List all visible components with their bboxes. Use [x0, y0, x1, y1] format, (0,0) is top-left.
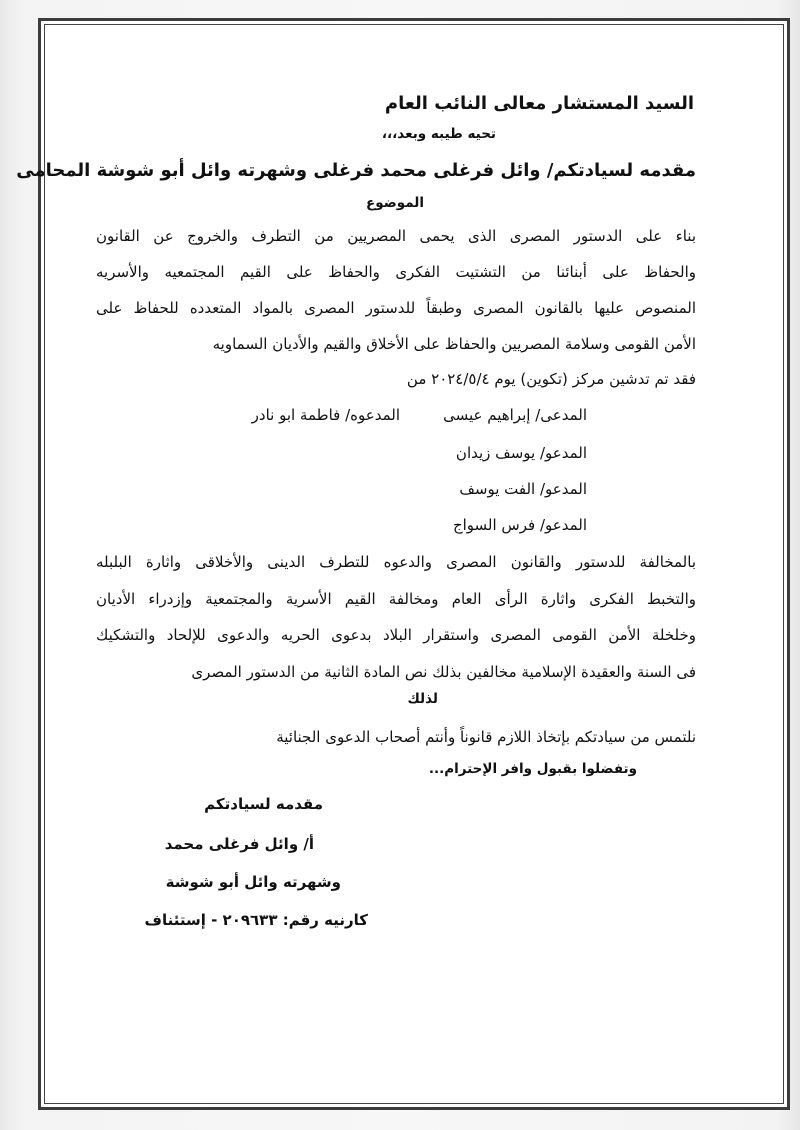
closing-line: وتفضلوا بقبول وافر الإحترام...: [428, 761, 637, 777]
paragraph2-line: فى السنة والعقيدة الإسلامية مخالفين بذلك نص المادة الثانية من الدستور المصرى: [191, 663, 696, 681]
request-line: نلتمس من سيادتكم بإتخاذ اللازم قانوناً وأنتم أصحاب الدعوى الجنائية: [276, 728, 696, 746]
defendant-4: المدعو/ الفت يوسف: [459, 480, 587, 498]
paragraph2-line: بالمخالفة للدستور والقانون المصرى والدعوه للتطرف الدينى والأخلاقى واثارة البلبله: [96, 553, 696, 571]
paragraph1-line: المنصوص عليها بالقانون المصرى وطبقاً للدستور المصرى بالمواد المتعدده للحفاظ على: [96, 299, 696, 317]
defendant-5: المدعو/ فرس السواج: [452, 516, 587, 534]
defendant-3: المدعو/ يوسف زيدان: [455, 444, 587, 462]
paragraph1-line: بناء على الدستور المصرى الذى يحمى المصريين من التطرف والخروج عن القانون: [96, 227, 696, 245]
signature-name: أ/ وائل فرغلى محمد: [164, 835, 314, 853]
therefore-label: لذلك: [407, 691, 438, 707]
subject-label: الموضوع: [366, 195, 424, 211]
defendant-1: المدعى/ إبراهيم عيسى: [443, 406, 587, 424]
signature-known-as: وشهرته وائل أبو شوشة: [165, 873, 341, 891]
submitted-by: مقدمه لسيادتكم/ وائل فرغلى محمد فرغلى وشهرته وائل أبو شوشة المحامى: [16, 160, 696, 181]
signature-submitted: مقدمه لسيادتكم: [204, 795, 323, 813]
paragraph2-line: والتخبط الفكرى واثارة الرأى العام ومخالفة القيم الأسرية والمجتمعية وإزدراء الأديان: [96, 590, 696, 608]
paragraph1-line: الأمن القومى وسلامة المصريين والحفاظ على الأخلاق والقيم والأديان السماويه: [212, 335, 696, 353]
addressee: السيد المستشار معالى النائب العام: [384, 93, 694, 114]
greeting: تحيه طيبه وبعد،،،: [381, 126, 496, 142]
defendant-2: المدعوه/ فاطمة ابو نادر: [251, 406, 400, 424]
paragraph2-line: وخلخلة الأمن القومى المصرى واستقرار البلاد بدعوى الحريه والدعوى للإلحاد والتشكيك: [96, 626, 696, 644]
paragraph1-line: والحفاظ على أبنائنا من التشتيت الفكرى والحفاظ على القيم المجتمعيه والأسريه: [96, 263, 696, 281]
signature-card-number: كارنيه رقم: ٢٠٩٦٣٣ - إستئناف: [144, 911, 368, 929]
event-line: فقد تم تدشين مركز (تكوين) يوم ٢٠٢٤/٥/٤ من: [406, 370, 696, 388]
